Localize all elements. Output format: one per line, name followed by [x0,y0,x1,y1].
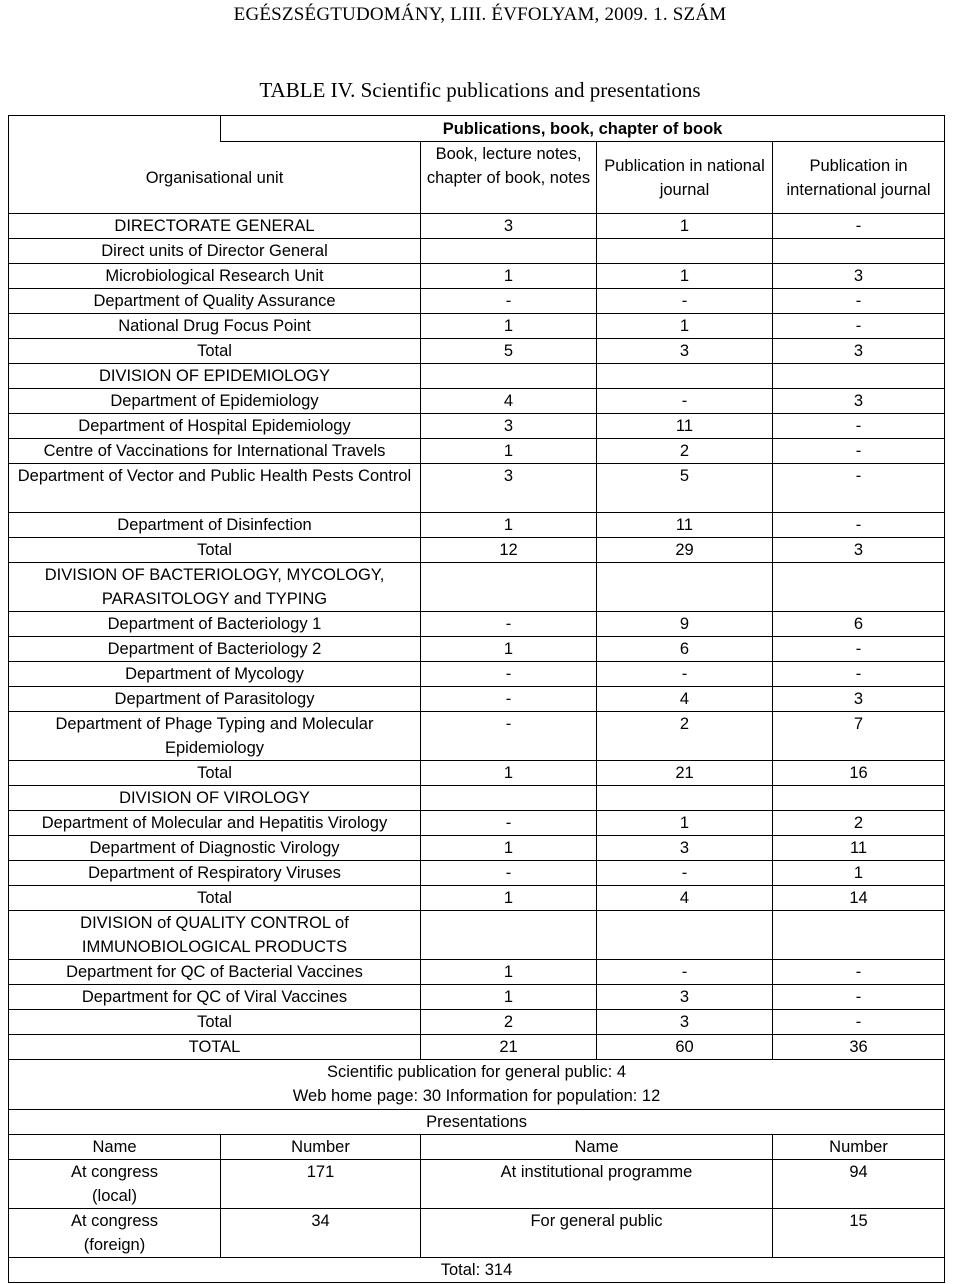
row-label: Department of Bacteriology 1 [9,612,421,637]
row-national-value: - [597,662,773,687]
header-group: Publications, book, chapter of book [221,116,945,142]
table-row [9,314,945,339]
table-row [9,637,945,662]
row-international-value: 1 [773,861,945,886]
table-row [9,339,945,364]
row-book-value: 1 [421,314,597,339]
row-label: Department of Epidemiology [9,389,421,414]
row-book-value: - [421,612,597,637]
header-international: Publication in international journal [773,142,945,214]
row-label: Department of Bacteriology 2 [9,637,421,662]
table-row [9,836,945,861]
row-label: Centre of Vaccinations for International Travels [9,439,421,464]
pres-number: 34 [221,1209,421,1258]
row-label: Department of Phage Typing and Molecular Epidemiology [9,712,421,761]
table-row [9,264,945,289]
table-row [9,687,945,712]
table-row [9,886,945,911]
presentations-title-row [9,1110,945,1135]
row-national-value: 1 [597,264,773,289]
row-international-value [773,911,945,960]
pres-name2: For general public [421,1209,773,1258]
row-national-value: 11 [597,414,773,439]
presentations-row [9,1209,945,1258]
general-public-row [9,1060,945,1110]
row-book-value [421,239,597,264]
table-row [9,786,945,811]
row-book-value: 3 [421,464,597,513]
row-international-value: - [773,414,945,439]
row-label: Department for QC of Bacterial Vaccines [9,960,421,985]
table-title: TABLE IV. Scientific publications and presentations [259,78,701,102]
row-international-value [773,786,945,811]
row-book-value [421,911,597,960]
row-national-value: 1 [597,811,773,836]
row-book-value: 5 [421,339,597,364]
row-national-value: 4 [597,886,773,911]
table-row [9,538,945,563]
pres-number: 171 [221,1160,421,1209]
row-international-value: 7 [773,712,945,761]
table-row [9,464,945,513]
row-book-value: 3 [421,214,597,239]
row-national-value: 9 [597,612,773,637]
row-national-value: - [597,861,773,886]
row-national-value: 3 [597,985,773,1010]
header-row [9,142,945,214]
table-row [9,513,945,538]
table-row [9,861,945,886]
row-book-value: 1 [421,960,597,985]
row-international-value: 6 [773,612,945,637]
table-row [9,1035,945,1060]
row-national-value: 60 [597,1035,773,1060]
table-row [9,960,945,985]
pres-header-number2: Number [773,1135,945,1160]
row-book-value [421,364,597,389]
row-label: Department of Diagnostic Virology [9,836,421,861]
row-national-value: 1 [597,314,773,339]
row-label: DIVISION OF VIROLOGY [9,786,421,811]
row-label: Department of Molecular and Hepatitis Virology [9,811,421,836]
publications-table [8,115,945,1283]
table-row [9,612,945,637]
row-international-value: 3 [773,538,945,563]
row-international-value [773,563,945,612]
row-international-value: - [773,1010,945,1035]
row-national-value: 29 [597,538,773,563]
table-row [9,389,945,414]
row-book-value: 1 [421,761,597,786]
row-international-value [773,239,945,264]
table-row [9,414,945,439]
table-row [9,239,945,264]
row-international-value: - [773,662,945,687]
row-book-value: - [421,662,597,687]
row-book-value: 1 [421,886,597,911]
row-label: Total [9,886,421,911]
row-label: Department for QC of Viral Vaccines [9,985,421,1010]
presentations-header-row [9,1135,945,1160]
row-national-value: 1 [597,214,773,239]
row-national-value [597,364,773,389]
presentations-title: Presentations [9,1110,945,1135]
row-international-value: 36 [773,1035,945,1060]
row-national-value: 11 [597,513,773,538]
pres-name: At congress (local) [9,1160,221,1209]
row-national-value [597,911,773,960]
pres-number2: 15 [773,1209,945,1258]
row-label: TOTAL [9,1035,421,1060]
table-row [9,214,945,239]
row-book-value: - [421,687,597,712]
row-national-value: 2 [597,439,773,464]
row-book-value: 1 [421,439,597,464]
row-label: National Drug Focus Point [9,314,421,339]
row-book-value: - [421,811,597,836]
row-national-value [597,239,773,264]
row-international-value: - [773,439,945,464]
table-row [9,439,945,464]
row-label: Microbiological Research Unit [9,264,421,289]
header-unit: Organisational unit [9,142,421,214]
table-row [9,662,945,687]
row-book-value: 1 [421,513,597,538]
row-international-value: 14 [773,886,945,911]
row-book-value: 12 [421,538,597,563]
row-international-value: 3 [773,389,945,414]
pres-header-name: Name [9,1135,221,1160]
row-national-value: 6 [597,637,773,662]
row-national-value: - [597,960,773,985]
row-book-value: 1 [421,264,597,289]
row-label: Department of Quality Assurance [9,289,421,314]
table-row [9,761,945,786]
presentations-row [9,1160,945,1209]
table-row [9,811,945,836]
row-label: Total [9,761,421,786]
row-international-value: - [773,985,945,1010]
row-book-value: - [421,289,597,314]
row-national-value: 2 [597,712,773,761]
row-label: DIRECTORATE GENERAL [9,214,421,239]
row-book-value [421,563,597,612]
presentations-total-row [9,1258,945,1283]
row-international-value: 3 [773,264,945,289]
row-international-value: 2 [773,811,945,836]
pres-header-number: Number [221,1135,421,1160]
row-label: Total [9,339,421,364]
row-label: Total [9,1010,421,1035]
row-international-value: - [773,637,945,662]
table-row [9,985,945,1010]
row-label: Department of Parasitology [9,687,421,712]
row-national-value [597,563,773,612]
row-label: DIVISION OF EPIDEMIOLOGY [9,364,421,389]
row-book-value: 1 [421,637,597,662]
pres-number2: 94 [773,1160,945,1209]
row-label: Department of Disinfection [9,513,421,538]
row-international-value: - [773,513,945,538]
row-international-value: 16 [773,761,945,786]
row-label: Department of Mycology [9,662,421,687]
header-national: Publication in national journal [597,142,773,214]
row-label: Total [9,538,421,563]
row-national-value: 3 [597,1010,773,1035]
row-international-value: 3 [773,339,945,364]
row-national-value: - [597,389,773,414]
row-international-value: 11 [773,836,945,861]
row-book-value: 1 [421,985,597,1010]
general-public-publications: Scientific publication for general public: 4 [327,1063,627,1081]
row-international-value: - [773,960,945,985]
row-label: DIVISION OF BACTERIOLOGY, MYCOLOGY, PARASITOLOGY and TYPING [9,563,421,612]
row-book-value: 2 [421,1010,597,1035]
row-national-value: 3 [597,339,773,364]
row-international-value: - [773,314,945,339]
table-row [9,563,945,612]
row-label: Department of Respiratory Viruses [9,861,421,886]
row-book-value: 3 [421,414,597,439]
table-row [9,911,945,960]
row-label: Direct units of Director General [9,239,421,264]
row-national-value: 21 [597,761,773,786]
row-label: Department of Hospital Epidemiology [9,414,421,439]
row-international-value: - [773,214,945,239]
row-national-value: - [597,289,773,314]
row-national-value: 3 [597,836,773,861]
row-book-value: 21 [421,1035,597,1060]
row-national-value [597,786,773,811]
row-book-value: 4 [421,389,597,414]
general-public-cell [9,1060,945,1110]
row-label: DIVISION of QUALITY CONTROL of IMMUNOBIOLOGICAL PRODUCTS [9,911,421,960]
general-public-web: Web home page: 30 Information for population: 12 [292,1087,661,1105]
row-label: Department of Vector and Public Health Pests Control [9,464,421,513]
row-national-value: 5 [597,464,773,513]
row-international-value: 3 [773,687,945,712]
table-row [9,289,945,314]
table-row [9,364,945,389]
row-book-value: - [421,712,597,761]
row-book-value: 1 [421,836,597,861]
pres-header-name2: Name [421,1135,773,1160]
running-head: EGÉSZSÉGTUDOMÁNY, LIII. ÉVFOLYAM, 2009. 1. SZÁM [233,4,727,25]
row-book-value [421,786,597,811]
row-international-value [773,364,945,389]
pres-name: At congress (foreign) [9,1209,221,1258]
presentations-total: Total: 314 [9,1258,945,1283]
table-row [9,712,945,761]
row-international-value: - [773,289,945,314]
row-book-value: - [421,861,597,886]
row-international-value: - [773,464,945,513]
header-group-row [9,116,945,142]
pres-name2: At institutional programme [421,1160,773,1209]
table-row [9,1010,945,1035]
header-book: Book, lecture notes, chapter of book, notes [421,142,597,214]
row-national-value: 4 [597,687,773,712]
